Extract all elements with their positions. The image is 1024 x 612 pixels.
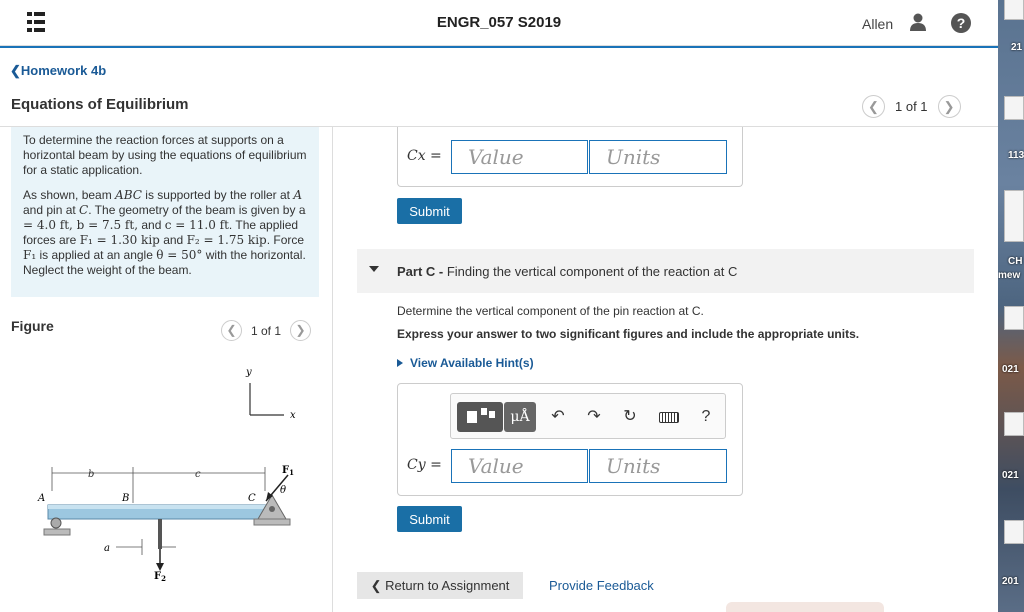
return-to-assignment-button[interactable]: ❮ Return to Assignment xyxy=(357,572,523,599)
cx-units-input[interactable] xyxy=(589,140,727,174)
header-accent-line xyxy=(0,46,998,48)
desktop-label: 113 xyxy=(1008,150,1024,161)
point-c-label: C xyxy=(248,493,256,504)
desktop-label: 201 xyxy=(1002,576,1019,587)
user-icon[interactable] xyxy=(910,13,926,31)
provide-feedback-link[interactable]: Provide Feedback xyxy=(549,578,654,593)
view-hints-link[interactable]: View Available Hint(s) xyxy=(397,356,534,370)
desktop-label: CH xyxy=(1008,256,1023,267)
desktop-label: 021 xyxy=(1002,470,1019,481)
undo-icon[interactable]: ↶ xyxy=(551,408,565,425)
figure-pager-text: 1 of 1 xyxy=(251,323,282,338)
part-c-question: Determine the vertical component of the pin reaction at C. xyxy=(397,304,704,318)
dim-b-label: b xyxy=(88,469,95,480)
beam-figure[interactable] xyxy=(30,363,320,583)
math-toolbar xyxy=(450,393,726,439)
figure-pager xyxy=(221,320,311,341)
templates-icon[interactable] xyxy=(457,402,503,432)
desktop-file-icon[interactable] xyxy=(1004,190,1024,242)
desktop-label: mew xyxy=(998,270,1021,281)
part-c-submit-button[interactable]: Submit xyxy=(397,506,462,532)
caret-down-icon[interactable] xyxy=(369,266,379,272)
keyboard-icon[interactable] xyxy=(659,402,681,432)
course-title: ENGR_057 S2019 xyxy=(436,14,562,31)
part-c-header[interactable] xyxy=(357,249,974,293)
part-c-answer-box xyxy=(397,383,743,496)
pager-text: 1 of 1 xyxy=(895,99,928,114)
figure-label: Figure xyxy=(11,318,54,334)
point-a-label: A xyxy=(38,493,46,504)
cx-value-input[interactable] xyxy=(451,140,588,174)
top-bar xyxy=(0,0,998,46)
dim-c-label: c xyxy=(195,469,201,480)
desktop-file-icon[interactable] xyxy=(1004,0,1024,20)
desktop-file-icon[interactable] xyxy=(1004,96,1024,120)
next-item-button[interactable]: ❯ xyxy=(938,95,961,118)
user-name[interactable]: Allen xyxy=(862,16,894,32)
item-pager xyxy=(862,95,961,118)
breadcrumb-label: Homework 4b xyxy=(20,63,107,78)
axis-y-label: y xyxy=(246,367,252,378)
reset-icon[interactable]: ↻ xyxy=(623,408,637,425)
point-b-label: B xyxy=(122,493,130,504)
breadcrumb-homework[interactable] xyxy=(10,63,106,79)
part-b-answer-box xyxy=(397,127,743,187)
desktop-file-icon[interactable] xyxy=(1004,306,1024,330)
force-f2-label: $F_2$ xyxy=(154,571,166,583)
chevron-left-icon: ❮ xyxy=(370,577,386,593)
desktop-label: 021 xyxy=(1002,364,1019,375)
partial-button[interactable] xyxy=(726,602,884,612)
problem-intro xyxy=(11,127,319,297)
units-icon[interactable]: μÅ xyxy=(504,402,536,432)
desktop-background xyxy=(998,0,1024,612)
caret-right-icon xyxy=(397,359,403,367)
next-figure-button[interactable]: ❯ xyxy=(290,320,311,341)
help-icon[interactable]: ? xyxy=(951,13,971,33)
chevron-left-icon: ❮ xyxy=(10,63,21,78)
desktop-file-icon[interactable] xyxy=(1004,412,1024,436)
left-panel xyxy=(0,127,333,612)
cy-label: Cy = xyxy=(407,457,442,473)
redo-icon[interactable]: ↷ xyxy=(587,408,601,425)
dim-a-label: a xyxy=(104,543,110,554)
desktop-label: 21 xyxy=(1011,42,1023,53)
part-b-submit-button[interactable]: Submit xyxy=(397,198,462,224)
help-question-icon[interactable]: ? xyxy=(701,408,711,425)
intro-paragraph-1: To determine the reaction forces at supports on a horizontal beam by using the equations of equilibrium for a static application. xyxy=(23,133,307,177)
part-c-instruction: Express your answer to two significant figures and include the appropriate units. xyxy=(397,327,860,341)
theta-label: θ xyxy=(280,485,287,496)
intro-paragraph-2: As shown, beam ABC is supported by the roller at A and pin at C. The geometry of the beam is given by a = 4.0 ft, b = 7.5 ft, and c = 11.0 ft. The applied forces are F₁ = 1.30 kip and F₂ = 1.75 kip. Force F₁ is applied at an angle θ = 50° with the horizontal. Neglect the weight of the beam. xyxy=(23,188,306,277)
cy-value-input[interactable] xyxy=(451,449,588,483)
desktop-file-icon[interactable] xyxy=(1004,520,1024,544)
axis-x-label: x xyxy=(290,410,296,421)
part-c-title: Part C - Finding the vertical component of the reaction at C xyxy=(397,264,738,279)
prev-item-button[interactable]: ❮ xyxy=(862,95,885,118)
force-f1-label: $F_1$ xyxy=(282,465,294,477)
cx-label: Cx = xyxy=(407,148,442,164)
cy-units-input[interactable] xyxy=(589,449,727,483)
prev-figure-button[interactable]: ❮ xyxy=(221,320,242,341)
page-title: Equations of Equilibrium xyxy=(11,96,189,113)
